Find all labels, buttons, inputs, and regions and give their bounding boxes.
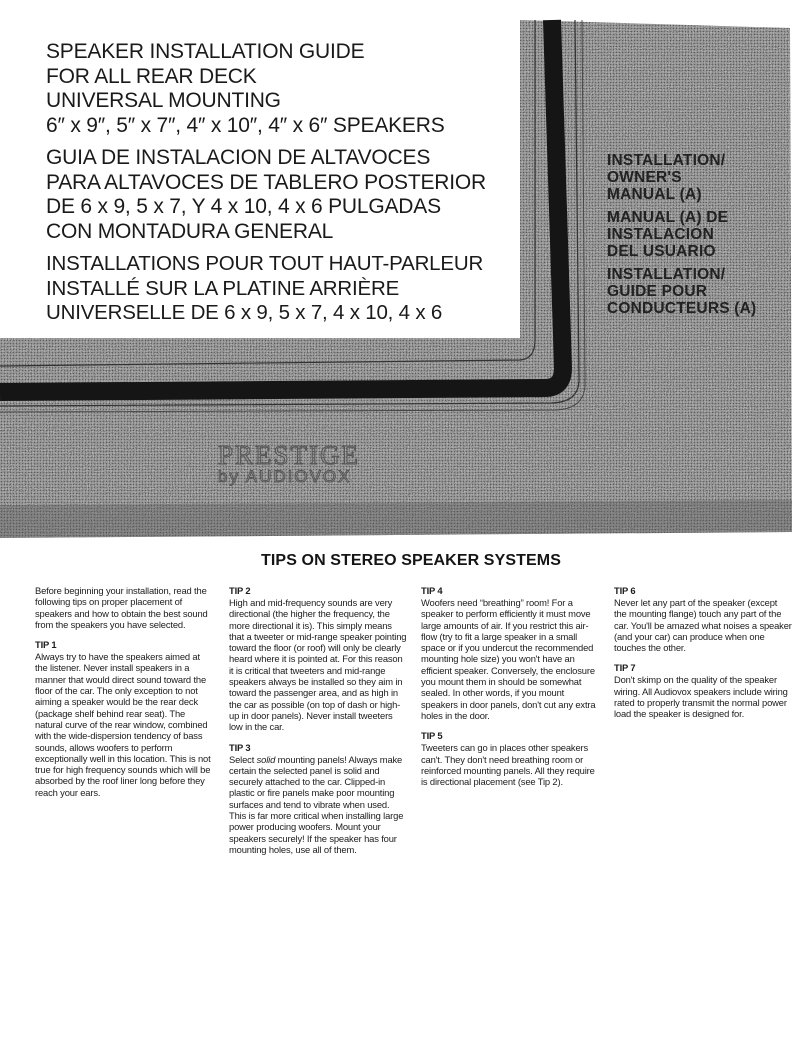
tip-title: TIP 4 — [421, 585, 443, 596]
title-line: FOR ALL REAR DECK — [46, 64, 257, 88]
tips-column-3 — [421, 585, 597, 796]
tip-title: TIP 6 — [614, 585, 636, 596]
manual-line: MANUAL (A) DE — [607, 209, 729, 226]
tip-3 — [229, 742, 407, 856]
manual-line: OWNER'S — [607, 169, 682, 186]
tips-intro: Before beginning your installation, read the following tips on proper placement of speakers and how to obtain the best sound from the speakers you have selected. — [35, 585, 208, 630]
tip-7 — [614, 662, 792, 719]
title-block — [46, 40, 546, 334]
title-line: GUIA DE INSTALACION DE ALTAVOCES — [46, 146, 431, 169]
tip-text: Woofers need “breathing” room! For a speaker to perform efficiently it must move large amounts of air. If you restrict this air-flow (try to fit a large speaker in a small space or if you undercut the recommended mounting hole size) you won't have an efficient speaker. Conversely, the enclosure you mount them in should be somewhat sealed. In other words, if you mount speakers in door panels, don't cut any extra holes in the door. — [421, 597, 596, 721]
brand-by-line: by AUDIOVOX — [218, 467, 352, 486]
title-line: DE 6 x 9, 5 x 7, Y 4 x 10, 4 x 6 PULGADAS — [46, 195, 441, 218]
tip-text: Tweeters can go in places other speakers can't. They don't need breathing room or reinforced mounting panels. All they require is directional placement (see Tip 2). — [421, 742, 595, 788]
tips-heading: TIPS ON STEREO SPEAKER SYSTEMS — [261, 552, 561, 569]
tip-6 — [614, 585, 792, 653]
tip-text: Don't skimp on the quality of the speaker wiring. All Audiovox speakers include wiring rated to properly transmit the normal power load the speaker is designed for. — [614, 674, 788, 720]
brand-logo — [218, 442, 388, 486]
title-line: PARA ALTAVOCES DE TABLERO POSTERIOR — [46, 170, 486, 194]
manual-label-french — [607, 266, 807, 317]
title-line: CON MONTADURA GENERAL — [46, 219, 334, 243]
title-line: UNIVERSELLE DE 6 x 9, 5 x 7, 4 x 10, 4 x 6 — [46, 301, 443, 324]
tip-text — [229, 754, 407, 856]
title-line: UNIVERSAL MOUNTING — [46, 89, 281, 112]
manual-label-english — [607, 152, 807, 203]
tip-title: TIP 5 — [421, 730, 443, 742]
tips-column-2 — [229, 585, 407, 864]
manual-line: CONDUCTEURS (A) — [607, 300, 757, 317]
manual-line: GUIDE POUR — [607, 283, 708, 300]
title-line: INSTALLÉ SUR LA PLATINE ARRIÈRE — [46, 276, 400, 300]
manual-labels — [607, 152, 807, 323]
tip-5 — [421, 730, 597, 787]
tip-1 — [35, 639, 213, 798]
tip-text: Always try to have the speakers aimed at the listener. Never install speakers in a manner that would direct sound toward the floor of the car. The only exception to not aiming a speaker would be the rear deck (package shelf behind rear seat). The natural curve of the rear window, combined with the wide-dispersion tendency of bass sounds, allows woofers to perform exceptionally well in this location. This is not true for high frequency sounds which will be absorbed by the roof liner long before they reach your ears. — [35, 651, 211, 798]
tip-title: TIP 3 — [229, 741, 251, 753]
tips-column-1 — [35, 585, 213, 807]
tip-2 — [229, 585, 407, 733]
manual-line: INSTALLATION/ — [607, 266, 726, 283]
title-french — [46, 252, 546, 326]
tip-text: Never let any part of the speaker (except the mounting flange) touch any part of the car. You'll be amazed what noises a speaker (and your car) can produce when one touches the other. — [614, 597, 792, 654]
tip-text-emphasis: solid — [256, 753, 276, 765]
tip-4 — [421, 585, 597, 721]
tip-text: High and mid-frequency sounds are very directional (the higher the frequency, the more directional it is). This simply means that a tweeter or mid-range speaker pointing toward the floor (or roof) will only be clearly heard where it is pointed at. For this reason it is critical that tweeters and mid-range speakers always be installed so they aim in toward the passenger area, and as high in the car as possible (on top of dash or high-up in door panels). Never install tweeters low in the car. — [229, 597, 407, 733]
manual-line: INSTALACION — [607, 226, 714, 243]
tip-text-part: Select — [229, 753, 257, 765]
manual-line: INSTALLATION/ — [607, 152, 726, 169]
manual-line: DEL USUARIO — [607, 243, 716, 260]
manual-label-spanish — [607, 209, 807, 260]
brand-name: PRESTIGE — [218, 440, 361, 470]
tips-column-4 — [614, 585, 792, 729]
tip-title: TIP 7 — [614, 662, 636, 674]
title-line: 6″ x 9″, 5″ x 7″, 4″ x 10″, 4″ x 6″ SPEAKERS — [46, 113, 445, 137]
title-spanish — [46, 146, 546, 244]
manual-line: MANUAL (A) — [607, 186, 702, 203]
tip-title: TIP 2 — [229, 585, 251, 596]
title-line: SPEAKER INSTALLATION GUIDE — [46, 40, 365, 63]
title-line: INSTALLATIONS POUR TOUT HAUT-PARLEUR — [46, 252, 484, 275]
title-english — [46, 40, 546, 138]
tip-text-part: mounting panels! Always make certain the selected panel is solid and securely attached to the car. Clipped-in plastic or fire panels make poor mounting surfaces and tend to vibrate when used. This is far more critical when installing large power producing woofers. Mount your speakers securely! If the speaker has four mounting holes, use all of them. — [229, 753, 404, 855]
tip-title: TIP 1 — [35, 639, 57, 651]
